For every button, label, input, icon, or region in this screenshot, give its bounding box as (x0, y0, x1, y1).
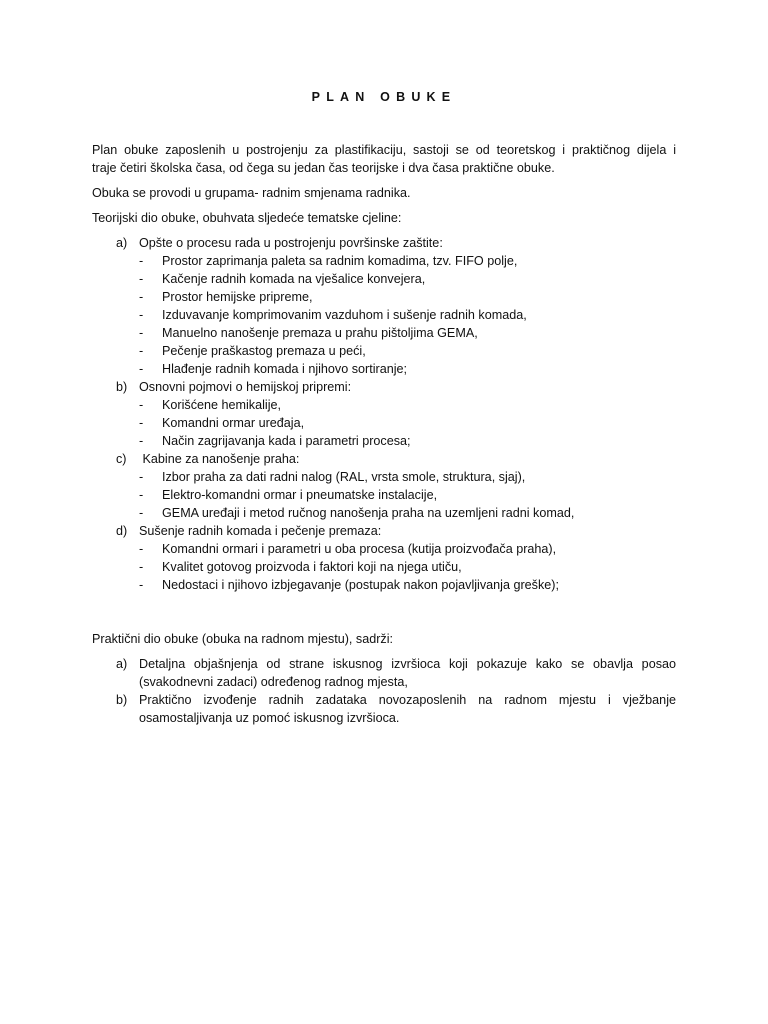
list-item: - Izbor praha za dati radni nalog (RAL, vrsta smole, struktura, sjaj), (139, 470, 526, 484)
list-item: - GEMA uređaji i metod ručnog nanošenja praha na uzemljeni radni komad, (139, 506, 575, 520)
list-item: - Manuelno nanošenje premaza u prahu pištoljima GEMA, (139, 326, 478, 340)
dash-bullet: - (139, 542, 144, 556)
theory-list (92, 234, 676, 594)
section-heading: Sušenje radnih komada i pečenje premaza: (139, 524, 382, 538)
theory-section (92, 522, 676, 594)
section-items (139, 540, 676, 594)
dash-bullet: - (139, 578, 144, 592)
list-item: - Nedostaci i njihovo izbjegavanje (postupak nakon pojavljivanja greške); (139, 578, 559, 592)
list-item: - Izduvavanje komprimovanim vazduhom i sušenje radnih komada, (139, 308, 527, 322)
list-item: - Prostor hemijske pripreme, (139, 290, 313, 304)
dash-bullet: - (139, 470, 144, 484)
section-items (139, 252, 676, 378)
section-items (139, 396, 676, 450)
list-item: - Kvalitet gotovog proizvoda i faktori koji na njega utiču, (139, 560, 462, 574)
dash-bullet: - (139, 326, 144, 340)
dash-bullet: - (139, 272, 144, 286)
list-item: - Način zagrijavanja kada i parametri procesa; (139, 434, 411, 448)
list-item: - Komandni ormari i parametri u oba procesa (kutija proizvođača praha), (139, 542, 557, 556)
intro-line-2: traje četiri školska časa, od čega su jedan čas teorijske i dva časa praktične obuke. (92, 161, 555, 175)
list-item: - Pečenje praškastog premaza u peći, (139, 344, 366, 358)
theory-intro: Teorijski dio obuke, obuhvata sljedeće tematske cjeline: (92, 211, 402, 225)
dash-bullet: - (139, 254, 144, 268)
section-heading: Opšte o procesu rada u postrojenju površinske zaštite: (139, 236, 443, 250)
dash-bullet: - (139, 560, 144, 574)
section-heading: Kabine za nanošenje praha: (139, 452, 300, 466)
dash-bullet: - (139, 398, 144, 412)
practice-intro: Praktični dio obuke (obuka na radnom mjestu), sadrži: (92, 632, 393, 646)
section-marker: b) (116, 380, 128, 394)
list-item: - Elektro-komandni ormar i pneumatske instalacije, (139, 488, 438, 502)
section-marker: c) (116, 452, 127, 466)
page-title: PLAN OBUKE (311, 90, 457, 104)
theory-section (92, 450, 676, 522)
section-items (139, 468, 676, 522)
section-marker: a) (116, 236, 128, 250)
practice-list (92, 655, 676, 727)
document-body (92, 141, 676, 727)
item-marker: a) (116, 657, 128, 671)
groups-paragraph: Obuka se provodi u grupama- radnim smjenama radnika. (92, 186, 411, 200)
dash-bullet: - (139, 362, 144, 376)
list-item: - Hlađenje radnih komada i njihovo sortiranje; (139, 362, 408, 376)
theory-section (92, 378, 676, 450)
dash-bullet: - (139, 416, 144, 430)
list-item: - Komandni ormar uređaja, (139, 416, 305, 430)
item-marker: b) (116, 693, 128, 707)
practice-item (92, 655, 676, 691)
section-marker: d) (116, 524, 128, 538)
practice-item (92, 691, 676, 727)
dash-bullet: - (139, 506, 144, 520)
dash-bullet: - (139, 290, 144, 304)
dash-bullet: - (139, 434, 144, 448)
section-heading: Osnovni pojmovi o hemijskoj pripremi: (139, 380, 352, 394)
dash-bullet: - (139, 488, 144, 502)
dash-bullet: - (139, 308, 144, 322)
item-text: Detaljna objašnjenja od strane iskusnog izvršioca koji pokazuje kako se obavlja posao (svakodnevni zadaci) određenog radnog mjesta, (139, 657, 676, 689)
dash-bullet: - (139, 344, 144, 358)
theory-section (92, 234, 676, 378)
list-item: - Kačenje radnih komada na vješalice konvejera, (139, 272, 426, 286)
list-item: - Prostor zaprimanja paleta sa radnim komadima, tzv. FIFO polje, (139, 254, 518, 268)
item-text: Praktično izvođenje radnih zadataka novozaposlenih na radnom mjestu i vježbanje osamostaljivanja uz pomoć iskusnog izvršioca. (139, 693, 676, 725)
list-item: - Korišćene hemikalije, (139, 398, 281, 412)
intro-line-1: Plan obuke zaposlenih u postrojenju za plastifikaciju, sastoji se od teoretskog i praktičnog dijela i (92, 143, 676, 157)
